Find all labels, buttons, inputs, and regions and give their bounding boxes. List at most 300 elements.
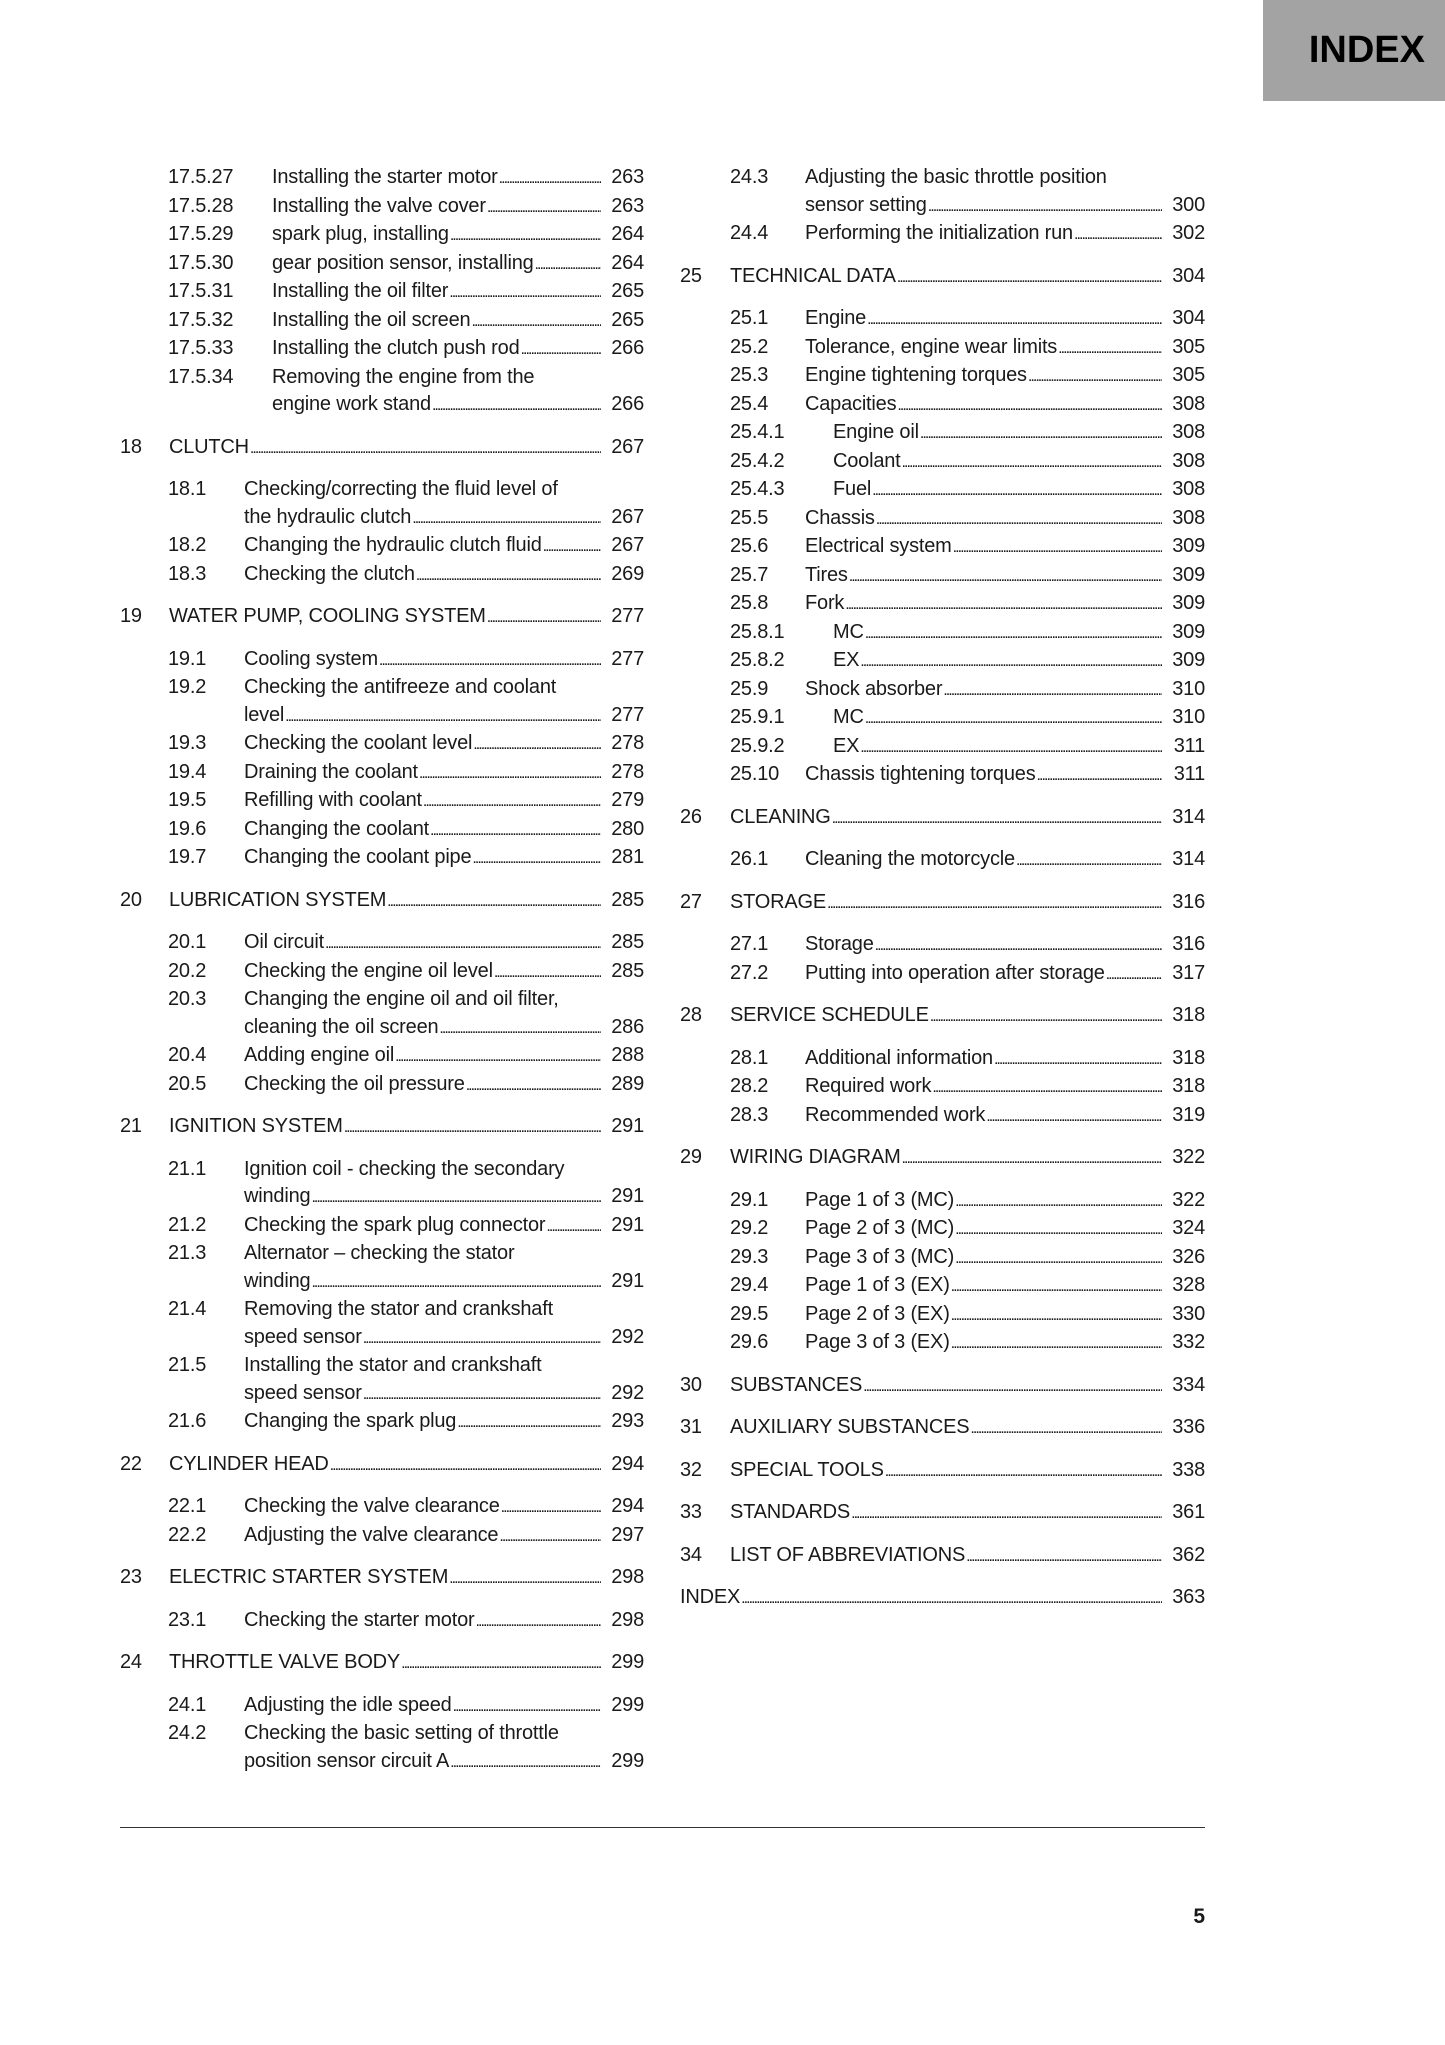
toc-entry-title: CYLINDER HEAD	[169, 1452, 329, 1475]
toc-entry-page: 363	[1172, 1586, 1205, 1608]
toc-entry-title: cleaning the oil screen	[244, 1015, 439, 1038]
toc-entry-title: Changing the coolant pipe	[244, 846, 472, 868]
toc-entry[interactable]	[680, 619, 1205, 648]
toc-entry-page: 263	[611, 194, 644, 217]
toc-entry-page: 361	[1172, 1501, 1205, 1523]
toc-entry[interactable]	[120, 434, 644, 463]
section-tab-label: INDEX	[1308, 29, 1425, 71]
dot-leader	[994, 1045, 1162, 1074]
dot-leader	[955, 1244, 1162, 1273]
toc-entry-number: 24.2	[168, 1722, 207, 1744]
toc-entry[interactable]	[680, 1414, 1205, 1443]
dot-leader	[494, 958, 601, 987]
toc-entry-page: 280	[611, 817, 644, 840]
toc-entry-page: 278	[611, 732, 644, 754]
toc-entry-page: 267	[611, 505, 644, 528]
toc-entry[interactable]	[120, 787, 644, 816]
toc-entry-number: 29.4	[730, 1274, 769, 1296]
toc-entry-page: 299	[611, 1693, 644, 1716]
toc-entry-page: 318	[1172, 1004, 1205, 1026]
toc-entry[interactable]	[120, 1607, 644, 1636]
toc-entry-number: 25	[680, 264, 702, 287]
toc-entry-page: 291	[611, 1115, 644, 1137]
toc-entry-title: Page 1 of 3 (MC)	[805, 1188, 955, 1211]
toc-entry-title: Page 1 of 3 (EX)	[805, 1274, 950, 1296]
dot-leader	[849, 562, 1162, 591]
toc-entry-number: 25.3	[730, 364, 769, 386]
toc-entry-title: Changing the hydraulic clutch fluid	[244, 534, 542, 556]
toc-entry-title: Coolant	[833, 449, 901, 472]
toc-entry[interactable]	[680, 562, 1205, 591]
toc-entry-title: Alternator – checking the stator	[244, 1242, 515, 1264]
dot-leader	[344, 1113, 601, 1142]
toc-entry[interactable]	[120, 1352, 644, 1408]
toc-entry-number: 25.8.1	[730, 620, 785, 643]
dot-leader	[860, 647, 1162, 676]
toc-entry-page: 298	[611, 1608, 644, 1631]
toc-entry[interactable]	[120, 1296, 644, 1352]
toc-entry[interactable]	[120, 1113, 644, 1142]
toc-entry-title: Checking the starter motor	[244, 1608, 475, 1631]
toc-entry[interactable]	[120, 1522, 644, 1551]
toc-entry-title: INDEX	[680, 1586, 741, 1608]
toc-entry[interactable]	[680, 1144, 1205, 1173]
toc-entry-page: 311	[1173, 734, 1205, 757]
toc-entry-number: 25.9.2	[730, 734, 785, 757]
toc-entry[interactable]	[680, 164, 1205, 220]
toc-entry-number: 29.1	[730, 1188, 769, 1211]
toc-entry[interactable]	[120, 1451, 644, 1480]
toc-entry[interactable]	[120, 958, 644, 987]
toc-entry[interactable]	[680, 647, 1205, 676]
toc-entry-page: 305	[1172, 335, 1205, 358]
toc-entry-title: Cooling system	[244, 647, 378, 670]
toc-entry-title: Installing the stator and crankshaft	[244, 1354, 542, 1376]
toc-entry-page: 264	[611, 251, 644, 274]
dot-leader	[865, 619, 1162, 648]
toc-entry-number: 24.3	[730, 166, 769, 188]
toc-entry-number: 25.2	[730, 335, 769, 358]
dot-leader	[863, 1372, 1162, 1401]
toc-entry-title: Adding engine oil	[244, 1044, 395, 1066]
toc-entry-title: MC	[833, 706, 864, 728]
toc-entry-page: 309	[1172, 592, 1205, 614]
dot-leader	[487, 603, 601, 632]
toc-entry-title: engine work stand	[272, 393, 431, 415]
toc-entry[interactable]	[680, 1215, 1205, 1244]
toc-entry-title: CLUTCH	[169, 435, 249, 458]
toc-entry-page: 288	[611, 1044, 644, 1066]
toc-entry[interactable]	[680, 1045, 1205, 1074]
toc-entry-title: Checking the engine oil level	[244, 959, 493, 982]
toc-entry-title: Installing the oil filter	[272, 280, 449, 302]
toc-entry[interactable]	[680, 1301, 1205, 1330]
toc-entry-title: Page 2 of 3 (EX)	[805, 1302, 950, 1325]
toc-entry-number: 25.7	[730, 563, 769, 586]
toc-entry-title: Installing the starter motor	[272, 166, 498, 188]
toc-entry[interactable]	[120, 1564, 644, 1593]
toc-entry-number: 27	[680, 890, 702, 913]
toc-entry-number: 25.9.1	[730, 706, 785, 728]
toc-entry[interactable]	[680, 960, 1205, 989]
toc-entry[interactable]	[680, 1187, 1205, 1216]
toc-entry-title: Changing the spark plug	[244, 1410, 457, 1432]
dot-leader	[423, 787, 601, 816]
toc-entry-title: AUXILIARY SUBSTANCES	[730, 1416, 970, 1438]
toc-entry-page: 317	[1172, 961, 1205, 984]
dot-leader	[501, 1493, 601, 1522]
toc-entry-page: 285	[611, 959, 644, 982]
toc-entry-title: Checking the coolant level	[244, 732, 473, 754]
toc-entry-title: Removing the engine from the	[272, 365, 535, 388]
toc-entry[interactable]	[680, 1102, 1205, 1131]
dot-leader	[897, 391, 1162, 420]
toc-entry-page: 281	[611, 846, 644, 868]
toc-entry-title: Shock absorber	[805, 677, 943, 700]
toc-entry-number: 21.3	[168, 1242, 207, 1264]
toc-entry[interactable]	[120, 1649, 644, 1678]
toc-entry-page: 332	[1172, 1331, 1205, 1353]
toc-entry-title: Installing the clutch push rod	[272, 337, 520, 359]
dot-leader	[867, 305, 1162, 334]
toc-entry-number: 17.5.27	[168, 166, 234, 188]
toc-entry-number: 27.2	[730, 961, 769, 984]
toc-entry-number: 27.1	[730, 933, 769, 955]
toc-entry-number: 25.6	[730, 535, 769, 557]
toc-entry-page: 267	[611, 534, 644, 556]
toc-entry-number: 24	[120, 1651, 142, 1673]
toc-entry-page: 324	[1172, 1217, 1205, 1239]
toc-entry-title: Checking the antifreeze and coolant	[244, 676, 557, 698]
toc-entry-number: 26.1	[730, 848, 769, 870]
toc-entry[interactable]	[680, 220, 1205, 249]
dot-leader	[1074, 220, 1162, 249]
dot-leader	[1016, 846, 1162, 875]
toc-entry[interactable]	[680, 931, 1205, 960]
toc-entry-number: 20	[120, 888, 142, 911]
toc-entry-title: STANDARDS	[730, 1501, 851, 1523]
toc-entry-page: 291	[611, 1185, 644, 1207]
toc-entry-title: Checking the oil pressure	[244, 1072, 465, 1095]
toc-entry-page: 316	[1172, 933, 1205, 955]
dot-leader	[387, 887, 601, 916]
toc-entry-page: 305	[1172, 364, 1205, 386]
toc-entry-title: EX	[833, 649, 860, 671]
toc-entry-title: Page 2 of 3 (MC)	[805, 1217, 955, 1239]
toc-entry-number: 20.3	[168, 988, 207, 1010]
toc-entry-title: Installing the valve cover	[272, 194, 486, 217]
toc-entry[interactable]	[680, 1073, 1205, 1102]
dot-leader	[875, 931, 1162, 960]
toc-entry-page: 293	[611, 1410, 644, 1432]
toc-entry-page: 285	[611, 888, 644, 911]
toc-entry-page: 291	[611, 1213, 644, 1236]
toc-entry-number: 20.1	[168, 931, 207, 953]
toc-entry[interactable]	[680, 334, 1205, 363]
toc-entry-title: Oil circuit	[244, 931, 325, 953]
toc-entry-title: Fuel	[833, 478, 872, 500]
dot-leader	[845, 590, 1162, 619]
toc-entry[interactable]	[120, 1240, 644, 1296]
toc-entry-number: 24.4	[730, 222, 769, 244]
toc-entry-page: 294	[611, 1452, 644, 1475]
toc-entry-title: Putting into operation after storage	[805, 961, 1105, 984]
toc-entry[interactable]	[680, 1499, 1205, 1528]
toc-entry-title: Checking the valve clearance	[244, 1495, 500, 1517]
toc-entry-number: 28.3	[730, 1103, 769, 1126]
dot-leader	[449, 278, 601, 307]
toc-entry-page: 319	[1172, 1103, 1205, 1126]
toc-entry[interactable]	[680, 305, 1205, 334]
toc-entry-number: 23	[120, 1566, 142, 1588]
toc-entry[interactable]	[680, 1584, 1205, 1613]
toc-entry-page: 266	[611, 393, 644, 415]
toc-entry-page: 310	[1172, 677, 1205, 700]
dot-leader	[885, 1457, 1162, 1486]
toc-entry[interactable]	[120, 164, 644, 193]
toc-entry-number: 20.2	[168, 959, 207, 982]
toc-entry-number: 18.1	[168, 478, 207, 500]
dot-leader	[285, 702, 601, 731]
toc-entry-number: 21.5	[168, 1354, 207, 1376]
toc-entry-page: 322	[1172, 1146, 1205, 1168]
toc-entry-number: 21.4	[168, 1298, 207, 1320]
toc-entry[interactable]	[120, 929, 644, 958]
toc-entry-number: 25.8	[730, 592, 769, 614]
toc-entry[interactable]	[120, 532, 644, 561]
toc-entry[interactable]	[680, 1244, 1205, 1273]
toc-entry-page: 328	[1172, 1274, 1205, 1296]
toc-entry-page: 298	[611, 1566, 644, 1588]
dot-leader	[1037, 761, 1163, 790]
toc-entry[interactable]	[680, 761, 1205, 790]
dot-leader	[930, 1002, 1162, 1031]
toc-entry[interactable]	[680, 1542, 1205, 1571]
dot-leader	[1058, 334, 1162, 363]
toc-entry[interactable]	[680, 676, 1205, 705]
toc-entry-page: 302	[1172, 222, 1205, 244]
dot-leader	[363, 1380, 601, 1409]
toc-entry-page: 318	[1172, 1075, 1205, 1097]
dot-leader	[970, 1414, 1162, 1443]
toc-entry-title: TECHNICAL DATA	[730, 264, 896, 287]
toc-entry[interactable]	[120, 221, 644, 250]
toc-entry-page: 308	[1172, 506, 1205, 529]
toc-entry-page: 285	[611, 931, 644, 953]
toc-entry-number: 29.3	[730, 1245, 769, 1268]
toc-entry-page: 299	[611, 1651, 644, 1673]
dot-leader	[902, 1144, 1162, 1173]
dot-leader	[951, 1272, 1162, 1301]
toc-entry[interactable]	[120, 561, 644, 590]
toc-entry-page: 338	[1172, 1458, 1205, 1481]
dot-leader	[419, 759, 601, 788]
toc-entry[interactable]	[680, 1372, 1205, 1401]
toc-entry-title: Page 3 of 3 (EX)	[805, 1331, 950, 1353]
toc-entry[interactable]	[680, 448, 1205, 477]
toc-entry[interactable]	[120, 603, 644, 632]
toc-entry[interactable]	[120, 278, 644, 307]
toc-entry-page: 318	[1172, 1046, 1205, 1069]
toc-entry[interactable]	[120, 307, 644, 336]
toc-entry-page: 263	[611, 166, 644, 188]
toc-entry-title: Performing the initialization run	[805, 222, 1073, 244]
toc-entry[interactable]	[120, 335, 644, 364]
toc-entry-page: 297	[611, 1523, 644, 1546]
toc-entry-page: 265	[611, 280, 644, 302]
toc-entry-page: 277	[611, 703, 644, 726]
dot-leader	[449, 1564, 601, 1593]
toc-entry-page: 304	[1172, 264, 1205, 287]
dot-leader	[325, 929, 601, 958]
dot-leader	[1028, 362, 1162, 391]
toc-entry[interactable]	[120, 476, 644, 532]
toc-entry[interactable]	[120, 816, 644, 845]
toc-entry-title: winding	[244, 1185, 311, 1207]
toc-entry-title: Fork	[805, 592, 845, 614]
toc-entry[interactable]	[120, 759, 644, 788]
toc-entry-number: 24.1	[168, 1693, 207, 1716]
dot-leader	[953, 533, 1162, 562]
toc-entry-number: 29.5	[730, 1302, 769, 1325]
toc-entry[interactable]	[120, 986, 644, 1042]
toc-entry-title: the hydraulic clutch	[244, 505, 412, 528]
toc-entry-page: 309	[1172, 649, 1205, 671]
toc-entry-number: 25.8.2	[730, 649, 785, 671]
toc-entry[interactable]	[680, 590, 1205, 619]
toc-entry-page: 277	[611, 647, 644, 670]
toc-entry-title: CLEANING	[730, 805, 831, 828]
toc-entry[interactable]	[120, 1156, 644, 1212]
dot-leader	[473, 730, 601, 759]
toc-entry[interactable]	[120, 674, 644, 730]
toc-entry-title: Changing the engine oil and oil filter,	[244, 988, 559, 1010]
toc-entry-page: 304	[1172, 307, 1205, 329]
toc-entry-title: Capacities	[805, 392, 897, 415]
toc-entry[interactable]	[120, 1071, 644, 1100]
toc-entry-number: 30	[680, 1373, 702, 1396]
toc-entry[interactable]	[680, 533, 1205, 562]
toc-entry-number: 29	[680, 1146, 702, 1168]
toc-entry-title: SPECIAL TOOLS	[730, 1458, 884, 1481]
toc-entry[interactable]	[120, 193, 644, 222]
toc-entry[interactable]	[120, 887, 644, 916]
toc-entry[interactable]	[680, 391, 1205, 420]
toc-entry[interactable]	[680, 889, 1205, 918]
toc-entry[interactable]	[120, 364, 644, 420]
dot-leader	[416, 561, 601, 590]
toc-entry-page: 309	[1172, 563, 1205, 586]
dot-leader	[311, 1183, 601, 1212]
dot-leader	[363, 1324, 601, 1353]
dot-leader	[450, 1748, 601, 1777]
toc-entry-page: 334	[1172, 1373, 1205, 1396]
toc-entry-page: 267	[611, 435, 644, 458]
toc-entry-page: 309	[1172, 620, 1205, 643]
toc-entry[interactable]	[120, 1493, 644, 1522]
dot-leader	[966, 1542, 1162, 1571]
toc-entry[interactable]	[680, 846, 1205, 875]
toc-entry-page: 309	[1172, 535, 1205, 557]
dot-leader	[865, 704, 1162, 733]
toc-entry[interactable]	[680, 1457, 1205, 1486]
toc-entry-number: 28	[680, 1004, 702, 1026]
dot-leader	[943, 676, 1162, 705]
toc-entry-number: 22.2	[168, 1523, 207, 1546]
dot-leader	[1106, 960, 1162, 989]
toc-entry[interactable]	[680, 704, 1205, 733]
toc-entry-page: 330	[1172, 1302, 1205, 1325]
toc-entry-page: 326	[1172, 1245, 1205, 1268]
toc-entry-title: Draining the coolant	[244, 760, 418, 783]
toc-entry-number: 29.6	[730, 1331, 769, 1353]
dot-leader	[741, 1584, 1162, 1613]
toc-entry-number: 25.1	[730, 307, 769, 329]
toc-entry-title: position sensor circuit A	[244, 1749, 450, 1772]
toc-entry[interactable]	[120, 1692, 644, 1721]
section-tab-index	[1263, 0, 1445, 101]
toc-entry[interactable]	[680, 1272, 1205, 1301]
toc-entry[interactable]	[680, 733, 1205, 762]
toc-entry-number: 29.2	[730, 1217, 769, 1239]
toc-entry-number: 25.10	[730, 763, 780, 785]
toc-entry[interactable]	[120, 1720, 644, 1776]
toc-entry-number: 25.5	[730, 506, 769, 529]
dot-leader	[457, 1408, 601, 1437]
toc-entry[interactable]	[680, 263, 1205, 292]
toc-entry[interactable]	[680, 1329, 1205, 1358]
toc-entry[interactable]	[120, 844, 644, 873]
toc-entry[interactable]	[120, 646, 644, 675]
toc-entry-title: Page 3 of 3 (MC)	[805, 1245, 955, 1268]
toc-entry[interactable]	[120, 730, 644, 759]
toc-entry[interactable]	[120, 1408, 644, 1437]
toc-entry-number: 17.5.31	[168, 280, 234, 302]
toc-entry-title: Checking/correcting the fluid level of	[244, 478, 558, 500]
dot-leader	[475, 1607, 601, 1636]
toc-entry-number: 19.3	[168, 732, 207, 754]
dot-leader	[932, 1073, 1162, 1102]
toc-entry-page: 289	[611, 1072, 644, 1095]
toc-entry-number: 20.4	[168, 1044, 207, 1066]
toc-entry[interactable]	[680, 419, 1205, 448]
dot-leader	[827, 889, 1162, 918]
toc-entry[interactable]	[680, 804, 1205, 833]
toc-entry-title: Additional information	[805, 1046, 993, 1069]
dot-leader	[920, 419, 1162, 448]
toc-entry[interactable]	[120, 1042, 644, 1071]
toc-entry-title: Adjusting the valve clearance	[244, 1523, 499, 1546]
toc-entry-number: 17.5.33	[168, 337, 234, 359]
toc-entry-title: Chassis	[805, 506, 875, 529]
toc-entry-page: 316	[1172, 890, 1205, 913]
toc-entry-title: Cleaning the motorcycle	[805, 848, 1015, 870]
dot-leader	[379, 646, 601, 675]
toc-entry-title: level	[244, 703, 285, 726]
dot-leader	[439, 1014, 601, 1043]
dot-leader	[412, 504, 601, 533]
toc-entry-title: Removing the stator and crankshaft	[244, 1298, 553, 1320]
toc-entry[interactable]	[680, 505, 1205, 534]
toc-entry[interactable]	[680, 362, 1205, 391]
toc-entry[interactable]	[120, 250, 644, 279]
dot-leader	[832, 804, 1162, 833]
toc-entry[interactable]	[680, 1002, 1205, 1031]
toc-entry[interactable]	[680, 476, 1205, 505]
toc-entry-page: 299	[611, 1749, 644, 1772]
toc-entry-title: winding	[244, 1269, 311, 1292]
toc-entry[interactable]	[120, 1212, 644, 1241]
